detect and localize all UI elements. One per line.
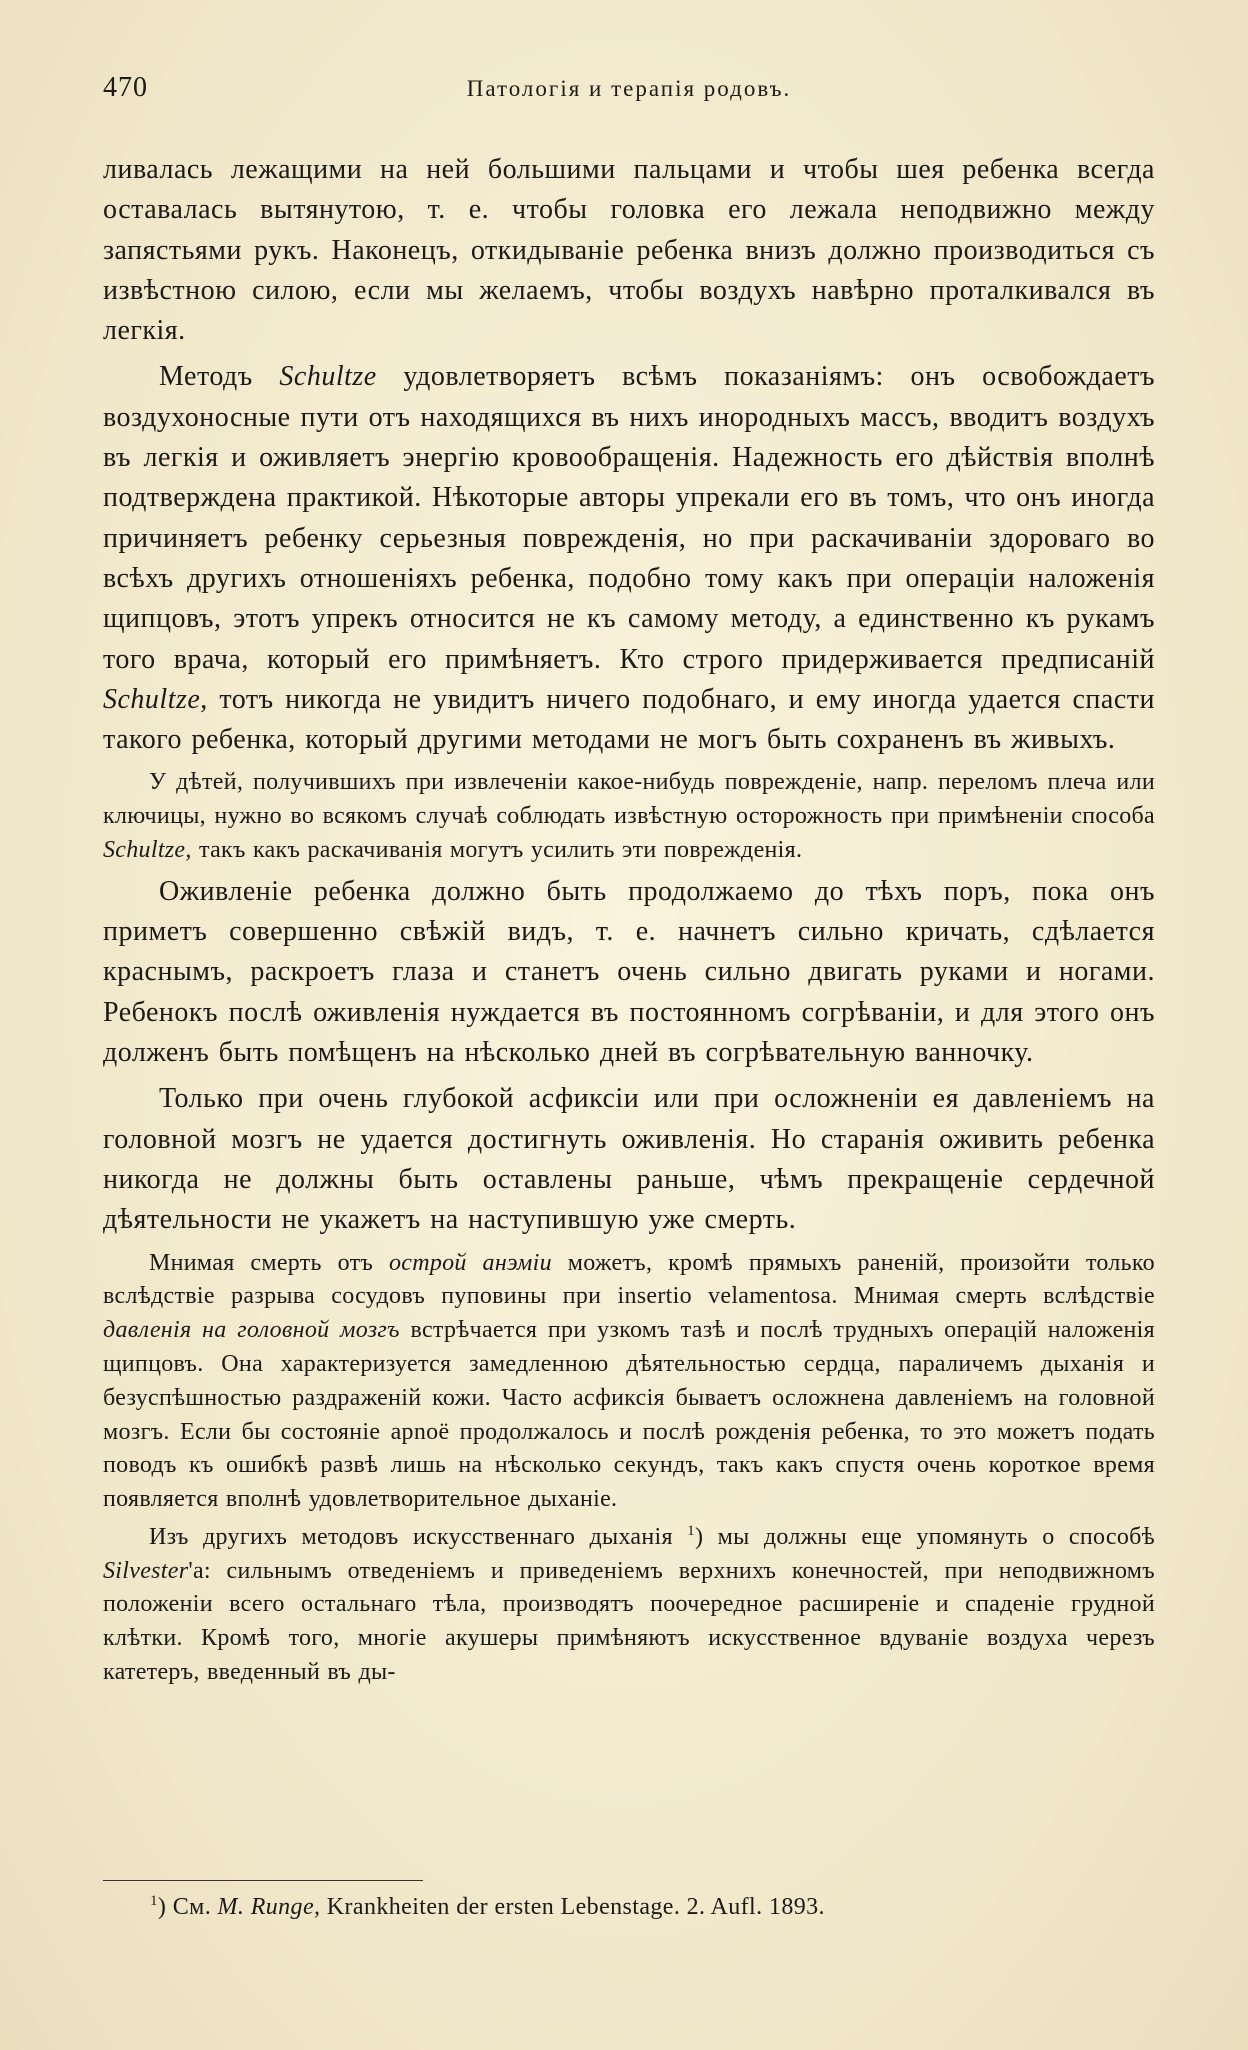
paragraph-6-small [103, 1247, 1155, 1517]
paragraph-3-small [103, 766, 1155, 867]
page-body [103, 150, 1155, 1690]
paragraph-4-text: Оживленіе ребенка должно быть продолжаемо до тѣхъ поръ, пока онъ приметъ совершенно свѣжій видъ, т. е. начнетъ сильно кричать, сдѣлается краснымъ, раскроетъ глаза и станетъ очень сильно двигать руками и ногами. Ребенокъ послѣ оживленія нуждается въ постоянномъ согрѣваніи, и для этого онъ долженъ быть помѣщенъ на нѣсколько дней въ согрѣвательную ванночку. [103, 875, 1155, 1069]
paragraph-3-text-a: У дѣтей, получившихъ при извлеченіи какое-нибудь поврежденіе, напр. переломъ плеча или ключицы, нужно во всякомъ случаѣ соблюдать извѣстную осторожность при примѣненіи способа [103, 769, 1155, 830]
footnote-text-b: Krankheiten der ersten Lebenstage. 2. Aufl. 1893. [320, 1894, 825, 1920]
paragraph-7-small [103, 1521, 1155, 1690]
footnote-author: M. Runge, [217, 1894, 321, 1920]
paragraph-2 [103, 357, 1155, 760]
term-brain-pressure: давленія на головной мозгъ [103, 1317, 400, 1344]
author-name-schultze-3: Schultze, [103, 837, 192, 864]
paragraph-6-text-c: встрѣчается при узкомъ тазѣ и послѣ трудныхъ операцій наложенія щипцовъ. Она характеризуется замедленною дѣятельностью сердца, параличемъ дыханія и безуспѣшностью раздраженій кожи. Часто асфиксія бываетъ осложнена давленіемъ на головной мозгъ. Если бы состояніе apnoë продолжалось и послѣ рожденія ребенка, то это можетъ подать поводъ къ ошибкѣ развѣ лишь на нѣсколько секундъ, такъ какъ спустя очень короткое время появляется вполнѣ удовлетворительное дыханіе. [103, 1317, 1155, 1513]
term-acute-anemia: острой анэміи [388, 1249, 552, 1276]
paragraph-4 [103, 872, 1155, 1073]
running-title: Патологія и терапія родовъ. [466, 76, 792, 101]
footnote-text-a: ) См. [157, 1894, 218, 1920]
paragraph-1 [103, 150, 1155, 351]
paragraph-3-text-b: такъ какъ раскачиванія могутъ усилить эти поврежденія. [191, 837, 803, 864]
paragraph-5 [103, 1079, 1155, 1240]
paragraph-2-text-c: тотъ никогда не увидитъ ничего подобнаго, и ему иногда удается спасти такого ребенка, который другими методами не могъ быть сохраненъ въ живыхъ. [103, 683, 1155, 756]
paragraph-2-text-a: Методъ [159, 361, 280, 393]
footnote [150, 1890, 1150, 1924]
paragraph-7-text-a: Изъ другихъ методовъ искусственнаго дыханія [149, 1523, 688, 1550]
paragraph-6-text-a: Мнимая смерть отъ [149, 1249, 389, 1276]
page-number: 470 [103, 72, 148, 103]
paragraph-5-text: Только при очень глубокой асфиксіи или при осложненіи ея давленіемъ на головной мозгъ не удается достигнуть оживленія. Но старанія оживить ребенка никогда не должны быть оставлены раньше, чѣмъ прекращеніе сердечной дѣятельности не укажетъ на наступившую уже смерть. [103, 1083, 1155, 1236]
footnote-marker: 1 [150, 1893, 158, 1909]
paragraph-1-text: ливалась лежащими на ней большими пальцами и чтобы шея ребенка всегда оставалась вытянутою, т. е. чтобы головка его лежала неподвижно между запястьями рукъ. Наконецъ, откидываніе ребенка внизъ должно производиться съ извѣстною силою, если мы желаемъ, чтобы воздухъ навѣрно проталкивался въ легкія. [103, 154, 1155, 347]
author-name-schultze: Schultze [279, 361, 377, 393]
paragraph-7-text-c: 'а: сильнымъ отведеніемъ и приведеніемъ верхнихъ конечностей, при неподвижномъ положеніи всего остальнаго тѣла, производятъ поочередное расширеніе и спаденіе грудной клѣтки. Кромѣ того, многіе акушеры примѣняютъ искусственное вдуваніе воздуха черезъ катетеръ, введенный въ ды- [103, 1557, 1155, 1686]
footnote-reference: 1 [687, 1522, 695, 1539]
author-name-schultze-2: Schultze, [103, 683, 208, 715]
paragraph-6-text-b: можетъ, кромѣ прямыхъ раненій, произойти только вслѣдствіе разрыва сосудовъ пуповины при insertio velamentosa. Мнимая смерть вслѣдствіе [103, 1249, 1155, 1310]
page-header [103, 72, 1155, 112]
paragraph-2-text-b: удовлетворяетъ всѣмъ показаніямъ: онъ освобождаетъ воздухоносные пути отъ находящихся въ нихъ инородныхъ массъ, вводитъ воздухъ въ легкія и оживляетъ энергію кровообращенія. Надежность его дѣйствія вполнѣ подтверждена практикой. Нѣкоторые авторы упрекали его въ томъ, что онъ иногда причиняетъ ребенку серьезныя поврежденія, но при раскачиваніи здороваго во всѣхъ другихъ отношеніяхъ ребенка, подобно тому какъ при операціи наложенія щипцовъ, этотъ упрекъ относится не къ самому методу, а единственно къ рукамъ того врача, который его примѣняетъ. Кто строго придерживается предписаній [103, 361, 1156, 675]
footnote-divider [103, 1880, 423, 1881]
paragraph-7-text-b: ) мы должны еще упомянуть о способѣ [694, 1523, 1156, 1550]
author-name-silvester: Silvester [103, 1557, 189, 1584]
